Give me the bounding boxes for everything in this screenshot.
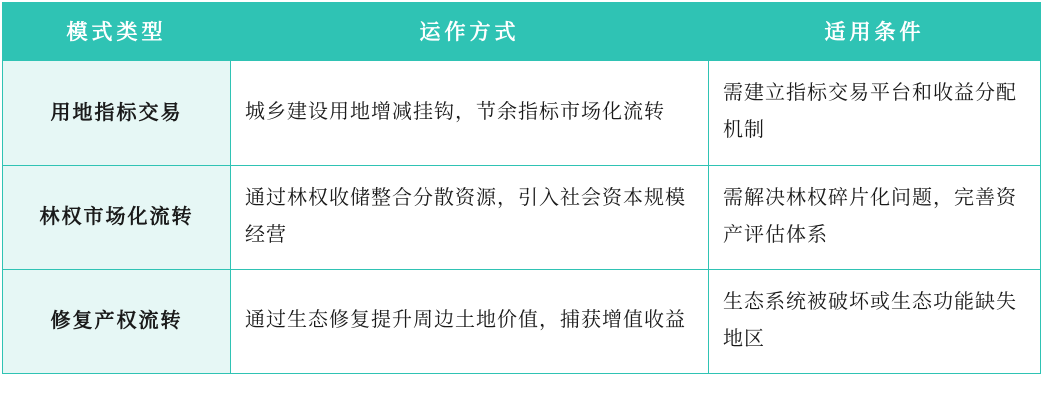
table-container: [0, 2, 1042, 410]
table-body: [3, 61, 1041, 374]
cell-mode-type: 用地指标交易: [3, 61, 231, 166]
cell-operation: 城乡建设用地增减挂钩，节余指标市场化流转: [231, 61, 709, 166]
table-row: [3, 166, 1041, 270]
column-header-conditions: 适用条件: [709, 3, 1041, 61]
cell-mode-type: 修复产权流转: [3, 270, 231, 374]
mode-comparison-table: [2, 2, 1041, 374]
table-header-row: [3, 3, 1041, 61]
table-row: [3, 270, 1041, 374]
cell-conditions: 需建立指标交易平台和收益分配机制: [709, 61, 1041, 166]
cell-conditions: 需解决林权碎片化问题，完善资产评估体系: [709, 166, 1041, 270]
table-header: [3, 3, 1041, 61]
cell-conditions: 生态系统被破坏或生态功能缺失地区: [709, 270, 1041, 374]
table-row: [3, 61, 1041, 166]
cell-operation: 通过生态修复提升周边土地价值，捕获增值收益: [231, 270, 709, 374]
column-header-operation: 运作方式: [231, 3, 709, 61]
cell-mode-type: 林权市场化流转: [3, 166, 231, 270]
cell-operation: 通过林权收储整合分散资源，引入社会资本规模经营: [231, 166, 709, 270]
column-header-mode-type: 模式类型: [3, 3, 231, 61]
